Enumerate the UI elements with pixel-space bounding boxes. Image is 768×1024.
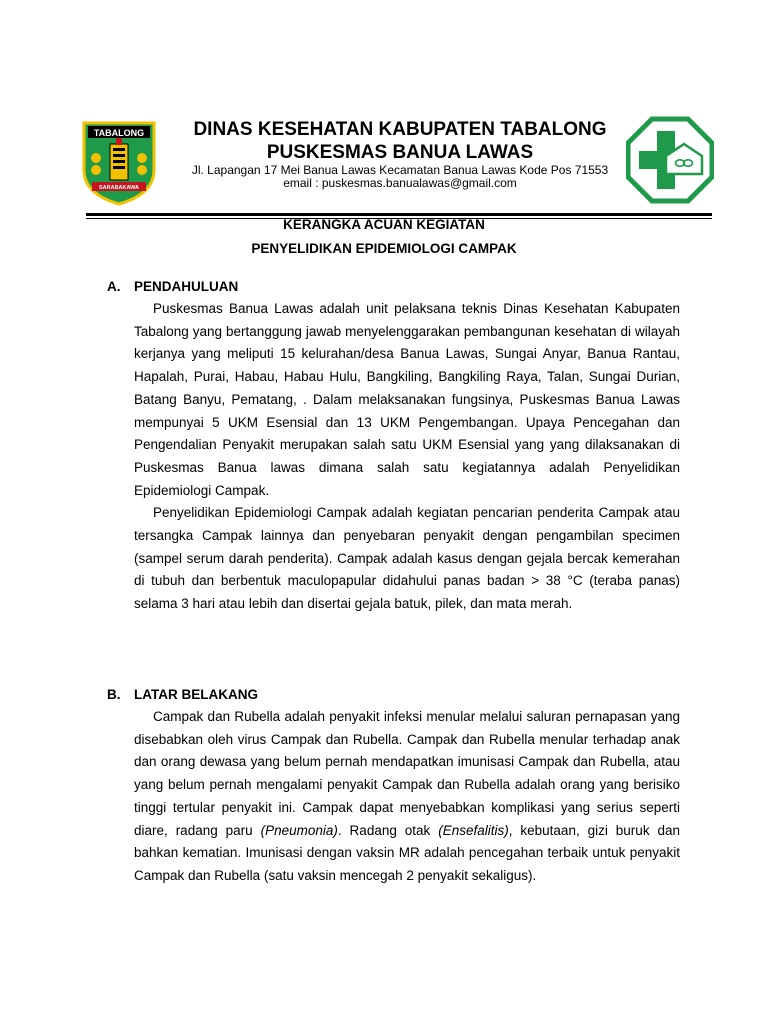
section-b-text-1: Campak dan Rubella adalah penyakit infeksi menular melalui saluran pernapasan yang disebabkan oleh virus Campak dan Rubella. Campak dan Rubella menular terhadap anak dan orang dewasa yang belum pernah mendapatkan imunisasi Campak dan Rubella, atau yang belum pernah mengalami penyakit Campak dan Rubella adalah orang yang berisiko tinggi tertular penyakit ini. Campak dapat menyebabkan komplikasi yang serius seperti diare, radang paru (134, 709, 680, 838)
section-a-paragraph-2: Penyelidikan Epidemiologi Campak adalah kegiatan pencarian penderita Campak atau tersangka Campak lainnya dan penyebaran penyakit dengan pengambilan specimen (sampel serum darah penderita). Campak adalah kasus dengan gejala bercak kemerahan di tubuh dan berbentuk maculopapular didahului panas badan > 38 °C (teraba panas) selama 3 hari atau lebih dan disertai gejala batuk, pilek, dan mata merah. (134, 505, 680, 612)
puskesmas-logo-icon (626, 116, 714, 204)
tabalong-emblem-icon (80, 120, 158, 206)
section-b-paragraph-1 (134, 706, 680, 888)
emblem-motto: SARABAKAWA (98, 185, 140, 191)
section-b-text-2: . Radang otak (337, 822, 439, 838)
ensefalitis-term: (Ensefalitis) (438, 822, 509, 838)
pneumonia-term: (Pneumonia) (260, 822, 338, 838)
section-a-body (134, 298, 680, 616)
header-divider (86, 213, 712, 216)
document-subtitle: PENYELIDIKAN EPIDEMIOLOGI CAMPAK (251, 241, 517, 256)
emblem-name: TABALONG (93, 128, 145, 138)
email-line: email : puskesmas.banualawas@gmail.com (283, 176, 517, 190)
document-title: KERANGKA ACUAN KEGIATAN (283, 217, 485, 232)
section-b-text-3: , kebutaan, gizi buruk dan bahkan kematian. Imunisasi dengan vaksin MR adalah pencegahan terbaik untuk penyakit Campak dan Rubella (satu vaksin mencegah 2 penyakit sekaligus). (134, 822, 681, 883)
address-line: Jl. Lapangan 17 Mei Banua Lawas Kecamatan Banua Lawas Kode Pos 71553 (191, 163, 609, 177)
section-a-paragraph-1: Puskesmas Banua Lawas adalah unit pelaksana teknis Dinas Kesehatan Kabupaten Tabalong yang bertanggung jawab menyelenggarakan pembangunan kesehatan di wilayah kerjanya yang meliputi 15 kelurahan/desa Banua Lawas, Sungai Anyar, Banua Rantau, Hapalah, Purai, Habau, Habau Hulu, Bangkiling, Bangkiling Raya, Talan, Sungai Durian, Batang Banyu, Pematang, . Dalam melaksanakan fungsinya, Puskesmas Banua Lawas mempunyai 5 UKM Esensial dan 13 UKM Pengembangan. Upaya Pencegahan dan Pengendalian Penyakit merupakan salah satu UKM Esensial yang yang dilaksanakan di Puskesmas Banua lawas dimana salah satu kegiatannya adalah Penyelidikan Epidemiologi Campak. (134, 301, 680, 498)
section-b-body (134, 706, 680, 888)
section-b-letter: B. (107, 687, 121, 702)
puskesmas-title: PUSKESMAS BANUA LAWAS (266, 142, 534, 163)
agency-title: DINAS KESEHATAN KABUPATEN TABALONG (193, 119, 607, 140)
section-b-heading: LATAR BELAKANG (134, 687, 258, 702)
section-a-letter: A. (107, 279, 121, 294)
section-a-heading: PENDAHULUAN (134, 279, 239, 294)
